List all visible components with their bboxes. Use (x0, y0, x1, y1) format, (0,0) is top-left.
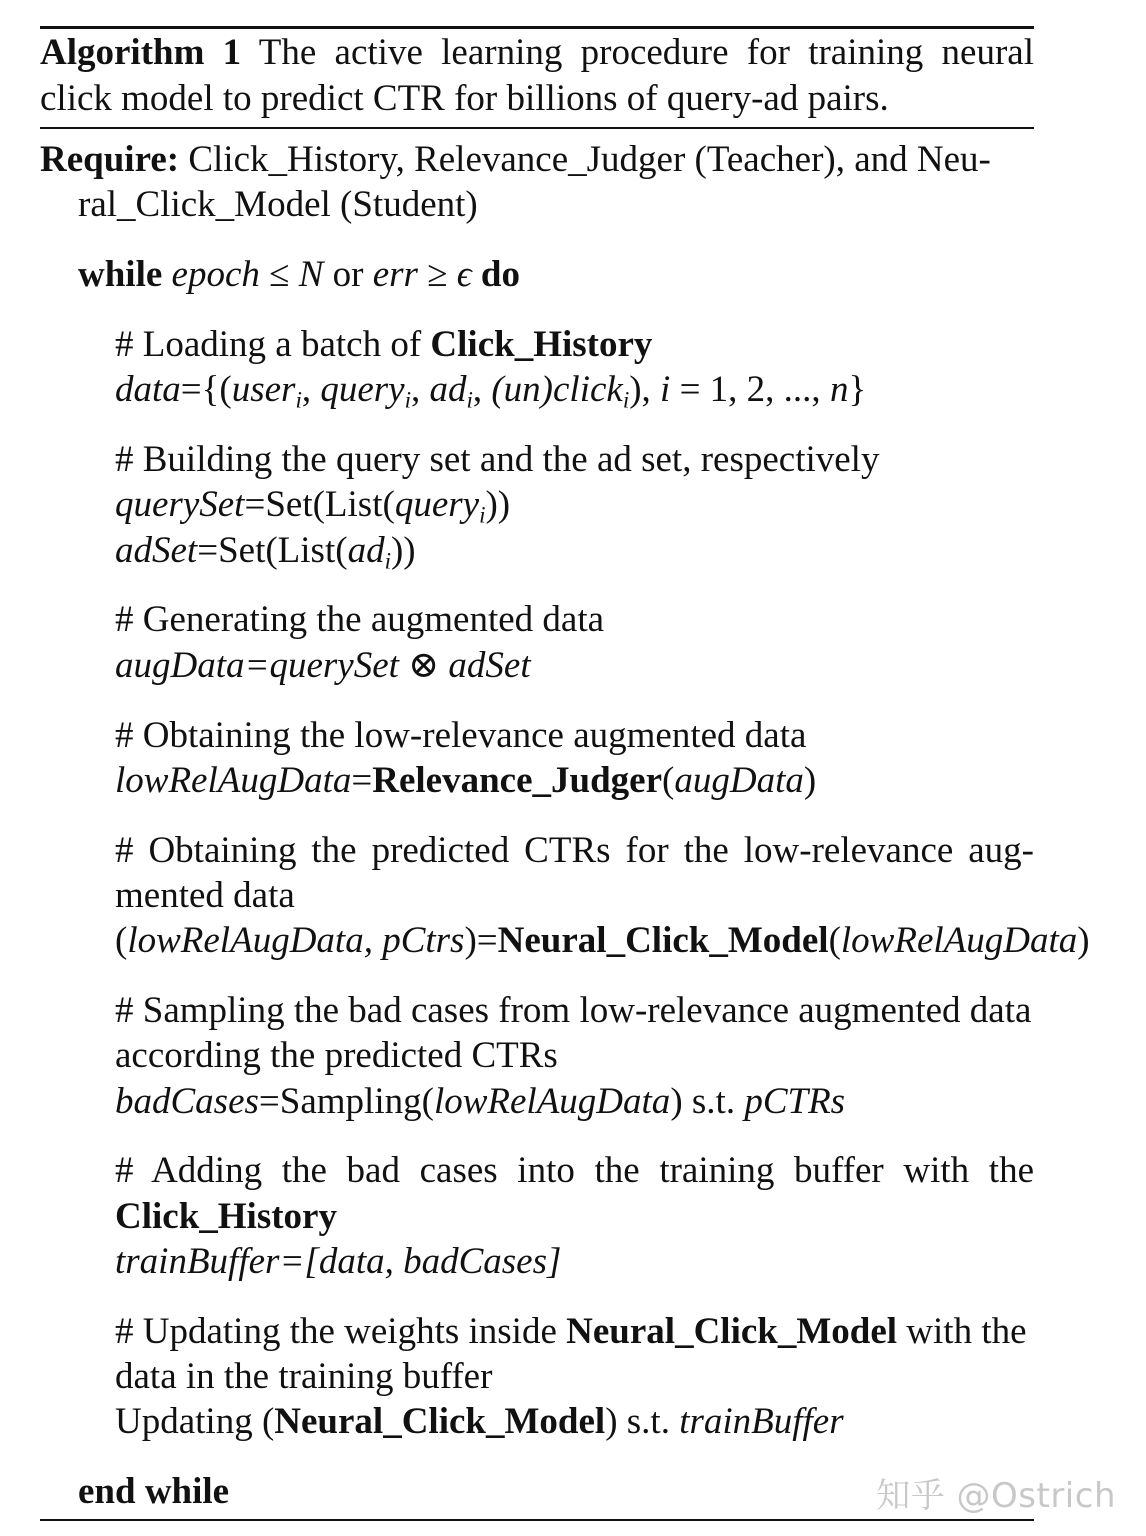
badcases-var: badCases (115, 1081, 259, 1122)
step2-adset (115, 528, 416, 574)
epoch-var: epoch (171, 254, 260, 295)
lowrelaugdata-var: lowRelAugData (115, 760, 352, 801)
step8-comment-bold: Neural_Click_Model (566, 1311, 898, 1352)
step6-comment-2 (115, 1033, 558, 1079)
step8-comment-2 (115, 1354, 492, 1400)
algorithm-label: Algorithm 1 (40, 32, 242, 73)
require-keyword: Require: (40, 139, 180, 180)
while-line (78, 252, 520, 298)
step7-expr (115, 1239, 561, 1285)
augdata-arg: augData (674, 760, 804, 801)
neural-click-model-fn: Neural_Click_Model (497, 920, 829, 961)
step6-comment-1 (115, 988, 1031, 1034)
sub-i: i (622, 387, 630, 413)
step1-comment-bold: Click_History (430, 324, 653, 365)
step8-comment-1 (115, 1309, 1027, 1355)
relevance-judger-fn: Relevance_Judger (372, 760, 663, 801)
step5-expr: (lowRelAugData, pCtrs)=Neural_Click_Model(lowRelAugData) (115, 920, 1090, 961)
step5-comment-text-1: # Obtaining the predicted CTRs for the low-relevance aug- (115, 830, 1034, 871)
n-var: N (298, 254, 324, 295)
trainbuffer-var: trainBuffer (115, 1241, 280, 1282)
augdata-expr: augData=querySet ⊗ adSet (115, 645, 531, 686)
step3-expr (115, 643, 531, 689)
leq-symbol: ≤ (269, 254, 290, 295)
n-count-var: n (829, 369, 849, 410)
require-text-1: Click_History, Relevance_Judger (Teacher), and Neu- (188, 139, 991, 180)
algorithm-caption (40, 30, 1034, 122)
ad-var: ad (429, 369, 467, 410)
require-line-1 (40, 137, 1034, 183)
step5-arg: lowRelAugData (840, 920, 1078, 961)
bottom-rule (40, 1519, 1034, 1521)
queryset-eq: =Set(List( (244, 484, 395, 525)
step8-comment-text-1a: # Updating the weights inside (115, 1311, 557, 1352)
step2-queryset (115, 482, 510, 528)
end-while-keyword: end while (78, 1471, 230, 1512)
step1-comment-text: # Loading a batch of (115, 324, 422, 365)
queryset-var: querySet (115, 484, 245, 525)
caption-rule (40, 127, 1034, 129)
query-var: query (320, 369, 405, 410)
close-paren: )) (485, 484, 511, 525)
sub-i: i (384, 548, 391, 574)
step4-expr: lowRelAugData=Relevance_Judger(augData) (115, 760, 817, 801)
step7-comment-2 (115, 1194, 337, 1240)
require-line-2 (78, 182, 478, 228)
algorithm-caption-text: The active learning procedure for training neural click model to predict CTR for billions of query-ad pairs. (40, 32, 1034, 119)
step4-comment-text: # Obtaining the low-relevance augmented data (115, 715, 807, 756)
updating-text: Updating ( (115, 1401, 275, 1442)
require-text-2: ral_Click_Model (Student) (78, 184, 478, 225)
pctrs-var: pCTRs (744, 1081, 846, 1122)
step4-comment (115, 713, 806, 759)
close-paren: )) (390, 530, 416, 571)
sub-i: i (479, 502, 486, 528)
step3-comment (115, 597, 604, 643)
adset-var: adSet (115, 530, 198, 571)
step8-st: ) s.t. (605, 1401, 680, 1442)
step6-st: ) s.t. (670, 1081, 745, 1122)
sub-i: i (295, 387, 302, 413)
err-var: err (372, 254, 418, 295)
query-var: query (394, 484, 480, 525)
or-keyword: or (332, 254, 364, 295)
watermark: 知乎 @Ostrich (876, 1476, 1116, 1516)
top-rule (40, 26, 1034, 29)
step7-comment-text-1: # Adding the bad cases into the training buffer with the (115, 1150, 1034, 1191)
step8-comment-text-2: data in the training buffer (115, 1356, 493, 1397)
sampling-fn: =Sampling( (258, 1081, 434, 1122)
step1-comment (115, 322, 652, 368)
step6-comment-text-2: according the predicted CTRs (115, 1035, 558, 1076)
step2-comment-text: # Building the query set and the ad set, respectively (115, 439, 880, 480)
step8-comment-text-1b: with the (906, 1311, 1027, 1352)
trainbuffer-cond: trainBuffer (679, 1401, 844, 1442)
step8-expr (115, 1399, 844, 1445)
step6-expr (115, 1079, 845, 1125)
step7-comment-bold: Click_History (115, 1196, 337, 1237)
unclick-var: (un)click (491, 369, 623, 410)
do-keyword: do (480, 254, 520, 295)
step1-eq: ={( (180, 369, 232, 410)
user-var: user (231, 369, 296, 410)
step4-eq: = (351, 760, 373, 801)
ad-var: ad (347, 530, 385, 571)
while-keyword: while (78, 254, 163, 295)
index-range: = 1, 2, ..., (670, 369, 830, 410)
neural-click-model-fn: Neural_Click_Model (274, 1401, 606, 1442)
step5-comment-2 (115, 873, 295, 919)
trainbuffer-rhs: =[data, badCases] (279, 1241, 562, 1282)
step2-comment (115, 437, 879, 483)
epsilon-var: ϵ (456, 254, 472, 295)
sub-i: i (466, 387, 473, 413)
data-var: data (115, 369, 181, 410)
step6-arg: lowRelAugData (433, 1081, 671, 1122)
step7-comment-1 (115, 1148, 1034, 1194)
step5-lhs: lowRelAugData, pCtrs (127, 920, 465, 961)
step1-expr: data={(user$_i$, query$_i$, $ad_i$, (un)click$_i$), i = 1, 2, ..., n} (115, 369, 867, 413)
sub-i: i (404, 387, 411, 413)
step5-comment-text-2: mented data (115, 875, 295, 916)
step5-comment-1 (115, 828, 1034, 874)
index-var: i (660, 369, 671, 410)
step6-comment-text-1: # Sampling the bad cases from low-relevance augmented data (115, 990, 1032, 1031)
adset-eq: =Set(List( (197, 530, 348, 571)
step3-comment-text: # Generating the augmented data (115, 599, 605, 640)
geq-symbol: ≥ (427, 254, 448, 295)
end-while-line (78, 1469, 229, 1515)
